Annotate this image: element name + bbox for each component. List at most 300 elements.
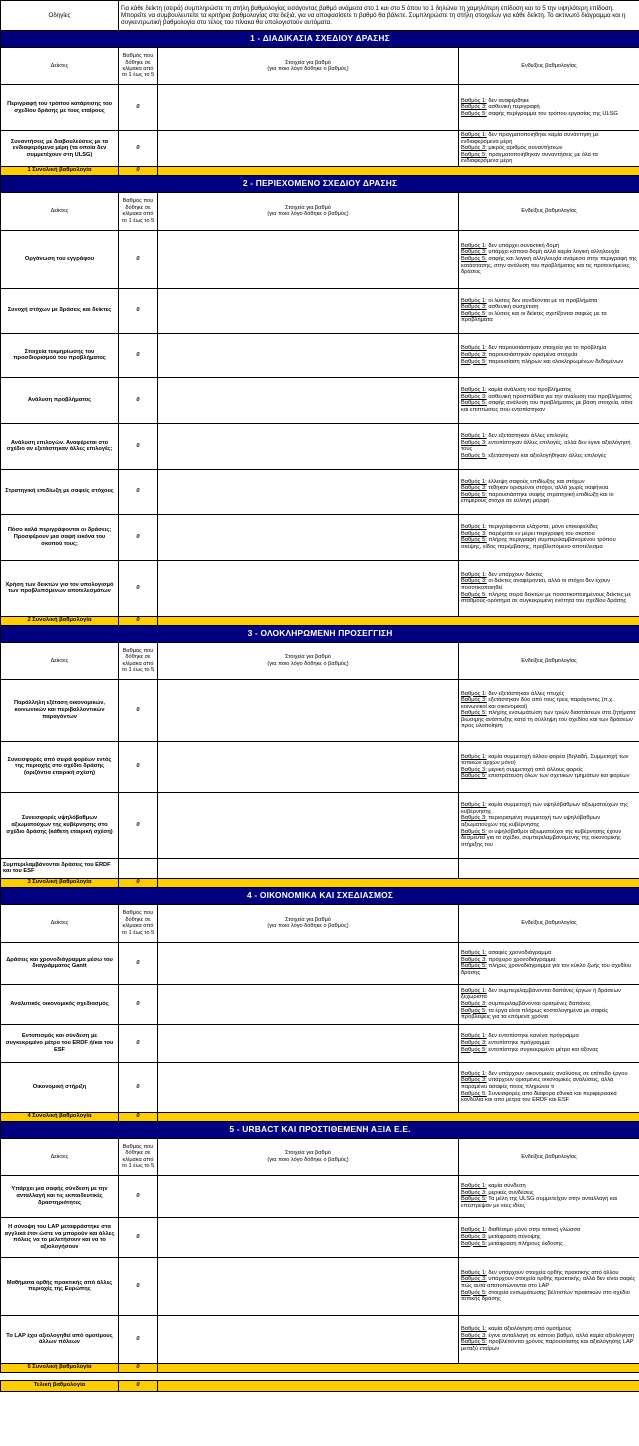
score-cell[interactable]: 0 (119, 984, 158, 1024)
guidance-text: δεν συμπεριλαμβάνονται δαπάνες έργων ή δράσεων ξεχωριστά (461, 987, 621, 1001)
guidance-text: περιορισμένη συμμετοχή των υψηλόβαθμων αξιωματούχων της κυβέρνησης (461, 815, 601, 828)
column-header-guidance: Ενδείξεις βαθμολογίας (459, 192, 639, 230)
guidance-text: δεν παρουσιάστηκαν στοιχεία για το πρόβλημα (486, 345, 607, 352)
section-header (1, 1121, 639, 1138)
evidence-header-line: Στοιχεία για βαθμό (285, 1150, 331, 1157)
evidence-header-line: (για ποιο λόγο δόθηκε ο βαθμός) (267, 923, 349, 930)
guidance-text: δεν υπάρχει συνεκτική δομή (486, 242, 560, 249)
guidance-line (461, 400, 637, 413)
guidance-score-label: Βαθμός 1: (461, 242, 487, 249)
guidance-text: οι λύσεις και οι δείκτες σχετίζονται σαφώς με τα προβλήματα (461, 310, 607, 324)
guidance-score-label: Βαθμός 3: (461, 1000, 487, 1007)
guidance-text: διαθέσιμο μόνο στην τοπική γλώσσα (486, 1227, 581, 1234)
guidance-text: δεν υπάρχουν οικονομικές αναλύσεις σε επίπεδο έργου (486, 1070, 628, 1077)
guidance-line (461, 311, 637, 324)
guidance-score-label: Βαθμός 1: (461, 345, 487, 352)
evidence-cell[interactable] (158, 230, 459, 288)
evidence-cell[interactable] (158, 377, 459, 423)
score-cell[interactable]: 0 (119, 1257, 158, 1315)
criterion-label: Παράλληλη εξέταση οικονομικών, κοινωνικών και περιβαλλοντικών παραγόντων (1, 679, 119, 741)
guidance-text: δεν εξετάστηκαν άλλες πτυχές (486, 690, 565, 697)
guidance-score-label: Βαθμός 3: (461, 1233, 487, 1240)
guidance-score-label: Βαθμός 3: (461, 1077, 487, 1084)
column-header-indicators: Δείκτες (1, 192, 119, 230)
score-cell[interactable]: 0 (119, 942, 158, 984)
score-cell[interactable]: 0 (119, 377, 158, 423)
section-title: 4 - ΟΙΚΟΝΟΜΙΚΑ ΚΑΙ ΣΧΕΔΙΑΣΜΟΣ (1, 887, 639, 904)
evidence-header-line: (για ποιο λόγο δόθηκε ο βαθμός) (267, 211, 349, 218)
criterion-label: Πόσο καλά περιγράφονται οι δράσεις; Προσφέρουν μια σαφή εικόνα του σκοπού τους; (1, 514, 119, 560)
guidance-line (461, 697, 637, 710)
guidance-text: ασθενική περιγραφή (486, 104, 540, 111)
section-total-row (1, 878, 639, 887)
column-header-evidence (158, 1138, 459, 1175)
criterion-row (1, 942, 639, 984)
guidance-line (461, 440, 637, 453)
guidance-score-label: Βαθμός 3: (461, 439, 487, 446)
evidence-header-line: (για ποιο λόγο δόθηκε ο βαθμός) (267, 66, 349, 72)
criterion-label: Συνεισφορές υψηλόβαθμων αξιωματούχων της κυβέρνησης στο σχέδιο δράσης (κάθετη εταιρική σχέση) (1, 792, 119, 858)
instructions-label: Οδηγίες (1, 1, 119, 31)
guidance-line (461, 592, 637, 605)
evidence-header-line: Στοιχεία για βαθμό (285, 59, 331, 66)
column-header-indicators: Δείκτες (1, 1138, 119, 1175)
guidance-text: εντοπίστηκε συγκεκριμένο μέτρο και άξονας (486, 1046, 599, 1053)
section-title: 1 - ΔΙΑΔΙΚΑΣΙΑ ΣΧΕΔΙΟΥ ΔΡΑΣΗΣ (1, 31, 639, 48)
score-cell[interactable]: 0 (119, 514, 158, 560)
guidance-score-label: Βαθμός 1: (461, 1326, 487, 1333)
section-total-label: 5 Συνολική βαθμολογία (1, 1363, 119, 1372)
guidance-score-label: Βαθμός 3: (461, 815, 487, 822)
guidance-text: παρέχεται εν μέρει περιγραφή του σκοπού (486, 530, 595, 537)
total-blank (158, 878, 639, 887)
guidance-cell (459, 560, 639, 616)
guidance-text: υπάρχουν στοιχεία ορθής πρακτικής, αλλά δεν είναι σαφές πώς αυτά αποτυπώνονται στο LAP (461, 1276, 636, 1289)
guidance-text: καμία αξιολόγηση από ομοτίμους (486, 1326, 572, 1333)
guidance-line (461, 963, 637, 976)
guidance-text: μετάφραση πλήρους έκδοσης (486, 1240, 563, 1247)
guidance-score-label: Βαθμός 1: (461, 433, 487, 440)
guidance-text: τέθηκαν ορισμένοι στόχοι, αλλά χωρίς σαφήνεια (486, 485, 609, 492)
guidance-score-label: Βαθμός 3: (461, 1039, 487, 1046)
criterion-row (1, 423, 639, 469)
evidence-cell[interactable] (158, 1217, 459, 1257)
criterion-row (1, 85, 639, 131)
guidance-score-label: Βαθμός 5: (461, 491, 487, 498)
guidance-score-label: Βαθμός 3: (461, 145, 487, 152)
guidance-cell (459, 741, 639, 792)
guidance-text: πλήρης σειρά δεικτών με ποσοτικοποιημένους δείκτες με σταθμούς-ορόσημα σε συγκεκριμένη ενότητα του σχεδίου δράσης (461, 591, 631, 605)
guidance-cell (459, 792, 639, 858)
guidance-score-label: Βαθμός 5: (461, 828, 487, 835)
guidance-text: δεν υπάρχουν στοιχεία ορθής πρακτικής από άλλου (486, 1269, 619, 1276)
evidence-cell[interactable] (158, 984, 459, 1024)
guidance-score-label: Βαθμός 5: (461, 255, 487, 262)
section-title: 5 - URBACT ΚΑΙ ΠΡΟΣΤΙΘΕΜΕΝΗ ΑΞΙΑ Ε.Ε. (1, 1121, 639, 1138)
guidance-cell (459, 1062, 639, 1112)
score-cell[interactable]: 0 (119, 1024, 158, 1062)
criterion-row (1, 560, 639, 616)
criterion-row (1, 858, 639, 878)
guidance-score-label: Βαθμός 3: (461, 956, 487, 963)
total-blank (158, 616, 639, 625)
criterion-label: Ανάλυση επιλογών. Αναφέρεται στο σχέδιο αν εξετάστηκαν άλλες επιλογές; (1, 423, 119, 469)
total-blank (158, 1380, 639, 1391)
guidance-cell (459, 1024, 639, 1062)
guidance-text: εντοπίστηκε πρόγραμμα (486, 1039, 550, 1046)
guidance-text: εντοπίστηκαν άλλες επιλογές, αλλά δεν έγινε αξιολόγησή τους (461, 439, 631, 453)
column-header-indicators: Δείκτες (1, 48, 119, 85)
guidance-cell (459, 85, 639, 131)
criterion-row (1, 131, 639, 167)
guidance-text: εξετάστηκαν και αξιολογήθηκαν άλλες επιλογές (486, 452, 607, 459)
score-cell[interactable]: 0 (119, 333, 158, 377)
evidence-cell[interactable] (158, 1315, 459, 1363)
guidance-line (461, 453, 637, 460)
criterion-row (1, 1217, 639, 1257)
evidence-cell[interactable] (158, 858, 459, 878)
guidance-line (461, 1241, 637, 1248)
column-header-indicators: Δείκτες (1, 642, 119, 679)
evidence-cell[interactable] (158, 1062, 459, 1112)
guidance-score-label: Βαθμός 3: (461, 578, 487, 585)
score-cell[interactable]: 0 (119, 131, 158, 167)
guidance-score-label: Βαθμός 3: (461, 697, 487, 704)
evidence-header-line: Στοιχεία για βαθμό (285, 916, 331, 923)
guidance-score-label: Βαθμός 1: (461, 690, 487, 697)
criterion-row (1, 1062, 639, 1112)
guidance-score-label: Βαθμός 1: (461, 1227, 487, 1234)
section-total-row (1, 1363, 639, 1372)
column-header-score: Βαθμός που δόθηκε σε κλίμακα από το 1 έως το 5 (119, 1138, 158, 1175)
section-total-label: 3 Συνολική βαθμολογία (1, 878, 119, 887)
criterion-row (1, 679, 639, 741)
guidance-cell (459, 1217, 639, 1257)
guidance-line (461, 256, 637, 276)
evidence-cell[interactable] (158, 942, 459, 984)
guidance-score-label: Βαθμός 5: (461, 151, 487, 158)
guidance-text: πραγματοποιήθηκαν συναντήσεις με όλα τα ενδιαφερόμενα μέρη (461, 151, 598, 165)
guidance-score-label: Βαθμός 3: (461, 249, 487, 256)
section-total-row (1, 616, 639, 625)
guidance-score-label: Βαθμός 1: (461, 97, 487, 104)
criterion-row (1, 333, 639, 377)
spacer-cell (1, 1372, 639, 1380)
guidance-cell (459, 131, 639, 167)
column-header-guidance: Ενδείξεις βαθμολογίας (459, 48, 639, 85)
guidance-text: παρουσιάστηκε σαφής στρατηγική επιδίωξη και οι επιμέρους στόχοι σε εύλογη μορφή (461, 491, 614, 505)
section-total-row (1, 1112, 639, 1121)
section-total-row (1, 166, 639, 175)
guidance-text: ασθενική συσχέτιση (486, 304, 539, 311)
evidence-cell[interactable] (158, 131, 459, 167)
guidance-cell (459, 288, 639, 333)
evidence-cell[interactable] (158, 741, 459, 792)
evidence-header-line: Στοιχεία για βαθμό (285, 654, 331, 661)
guidance-text: επιστράτευση όλων των σχετικών τμημάτων και φορέων (486, 773, 630, 780)
guidance-text: σαφής ανάλυση του προβλήματος με βάση στοιχεία, αίτια και επιπτώσεις που εντοπίστηκαν (461, 400, 633, 413)
guidance-text: παρουσίαση πλήρων και ολοκληρωμένων δεδομένων (486, 358, 624, 365)
evidence-cell[interactable] (158, 1024, 459, 1062)
guidance-text: προβλέπονται χρόνος παρουσίασης και αξιολόγησης LAP μεταξύ εταίρων (461, 1339, 634, 1352)
evidence-header-line: (για ποιο λόγο δόθηκε ο βαθμός) (267, 1156, 349, 1163)
guidance-score-label: Βαθμός 5: (461, 452, 487, 459)
guidance-cell (459, 1315, 639, 1363)
spacer-row (1, 1372, 639, 1380)
guidance-text: ασθενική προσπάθεια για την ανάλυση του προβλήματος (486, 393, 632, 400)
column-header-row (1, 48, 639, 85)
score-cell[interactable]: 0 (119, 741, 158, 792)
section-total-value: 0 (119, 878, 158, 887)
section-total-value: 0 (119, 616, 158, 625)
guidance-score-label: Βαθμός 5: (461, 1289, 487, 1296)
guidance-cell (459, 423, 639, 469)
evidence-cell[interactable] (158, 1175, 459, 1217)
score-cell[interactable]: 0 (119, 560, 158, 616)
guidance-score-label: Βαθμός 5: (461, 773, 487, 780)
guidance-score-label: Βαθμός 3: (461, 351, 487, 358)
section-title: 2 - ΠΕΡΙΕΧΟΜΕΝΟ ΣΧΕΔΙΟΥ ΔΡΑΣΗΣ (1, 175, 639, 192)
guidance-score-label: Βαθμός 1: (461, 753, 487, 760)
criterion-row (1, 288, 639, 333)
criterion-label: Στρατηγική επιδίωξη με σαφείς στόχους (1, 469, 119, 514)
guidance-cell (459, 679, 639, 741)
criterion-label: Ανάλυση προβλήματος (1, 377, 119, 423)
guidance-text: καμία συμμετοχή άλλου φορέα (δηλαδή, Συμμετοχή των τοπικών αρχών μόνο) (461, 753, 629, 767)
evidence-cell[interactable] (158, 560, 459, 616)
column-header-score: Βαθμός που δόθηκε σε κλίμακα από το 1 έως το 5 (119, 642, 158, 679)
section-total-label: 2 Συνολική βαθμολογία (1, 616, 119, 625)
guidance-text: συμπεριλαμβάνονται ορισμένες δαπάνες (486, 1000, 591, 1007)
guidance-score-label: Βαθμός 1: (461, 387, 487, 394)
guidance-line (461, 1077, 637, 1090)
evidence-cell[interactable] (158, 679, 459, 741)
guidance-score-label: Βαθμός 5: (461, 1339, 487, 1346)
total-blank (158, 166, 639, 175)
guidance-score-label: Βαθμός 3: (461, 530, 487, 537)
score-cell[interactable]: 0 (119, 1175, 158, 1217)
column-header-row (1, 642, 639, 679)
guidance-score-label: Βαθμός 5: (461, 591, 487, 598)
grand-total-label: Τελική βαθμολογία (1, 1380, 119, 1391)
guidance-line (461, 1290, 637, 1303)
criterion-label: Οργάνωση του εγγράφου (1, 230, 119, 288)
score-cell[interactable]: 0 (119, 679, 158, 741)
column-header-score: Βαθμός που δόθηκε σε κλίμακα από το 1 έως το 5 (119, 48, 158, 85)
guidance-cell (459, 377, 639, 423)
guidance-line (461, 1091, 637, 1104)
guidance-text: δεν εξετάστηκαν άλλες επιλογές (486, 433, 569, 440)
guidance-line (461, 111, 637, 118)
criterion-label: Συνεισφορές από σειρά φορέων εντός της περιοχής στο σχέδιο δράσης (οριζόντια εταιρική σχέση) (1, 741, 119, 792)
guidance-score-label: Βαθμός 5: (461, 537, 487, 544)
guidance-text: περιγράφονται ελάχιστα, μόνο επικεφαλίδες (486, 524, 599, 531)
score-cell[interactable]: 0 (119, 1217, 158, 1257)
guidance-cell (459, 514, 639, 560)
guidance-score-label: Βαθμός 5: (461, 1007, 487, 1014)
guidance-score-label: Βαθμός 5: (461, 1240, 487, 1247)
guidance-line (461, 773, 637, 780)
guidance-text: υπάρχει κάποια δομή αλλά καμία λογική αλληλουχία (486, 249, 620, 256)
guidance-score-label: Βαθμός 1: (461, 987, 487, 994)
guidance-line (461, 578, 637, 591)
guidance-score-label: Βαθμός 3: (461, 304, 487, 311)
guidance-line (461, 537, 637, 550)
score-cell[interactable]: 0 (119, 85, 158, 131)
guidance-score-label: Βαθμός 3: (461, 1332, 487, 1339)
guidance-score-label: Βαθμός 5: (461, 1046, 487, 1053)
guidance-text: μερική συμμετοχή από άλλους φορείς (486, 766, 583, 773)
criterion-label: Περιγραφή του τρόπου κατάρτισης του σχεδίου δράσης με τους εταίρους (1, 85, 119, 131)
evidence-cell[interactable] (158, 514, 459, 560)
score-cell[interactable]: 0 (119, 423, 158, 469)
guidance-text: πλήρης ενσωμάτωση των τριών διαστάσεων στα ζητήματα βιώσιμης ανάπτυξης κατά τη σύλληψη του σχεδίου και των δράσεων προς υλοποίηση (461, 710, 636, 730)
guidance-score-label: Βαθμός 5: (461, 110, 487, 117)
evidence-cell[interactable] (158, 423, 459, 469)
guidance-score-label: Βαθμός 1: (461, 1070, 487, 1077)
guidance-text: σαφής περίγραμμα του τρόπου εργασίας της ULSG (486, 110, 618, 117)
guidance-text: καμία σύνδεση (486, 1183, 526, 1190)
section-total-value: 0 (119, 1363, 158, 1372)
guidance-cell (459, 230, 639, 288)
guidance-text: πρόχειρο χρονοδιάγραμμα (486, 956, 556, 963)
guidance-score-label: Βαθμός 5: (461, 310, 487, 317)
guidance-text: έγινε ανταλλαγή σε κάποιο βαθμό, αλλά καμία αξιολόγηση (486, 1332, 635, 1339)
score-cell[interactable]: 0 (119, 1315, 158, 1363)
evidence-cell[interactable] (158, 333, 459, 377)
guidance-score-label: Βαθμός 1: (461, 802, 487, 809)
column-header-indicators: Δείκτες (1, 904, 119, 942)
guidance-text: μικρός αριθμός συναντήσεων (486, 145, 563, 152)
evidence-header-line: (για ποιο λόγο δόθηκε ο βαθμός) (267, 660, 349, 667)
criterion-row (1, 741, 639, 792)
guidance-line (461, 754, 637, 767)
column-header-evidence (158, 904, 459, 942)
guidance-score-label: Βαθμός 3: (461, 766, 487, 773)
guidance-score-label: Βαθμός 5: (461, 963, 487, 970)
guidance-score-label: Βαθμός 1: (461, 950, 487, 957)
criterion-row (1, 1315, 639, 1363)
guidance-score-label: Βαθμός 5: (461, 1090, 487, 1097)
guidance-text: Συνεισφορές από διάφορα εθνικά και περιφερειακά κονδύλια και από μέτρα του ERDF και ESF (461, 1090, 617, 1104)
guidance-cell (459, 942, 639, 984)
guidance-text: στοιχεία ενσωμάτωσης βέλτιστων πρακτικών στο σχέδιο τοπικής δράσης (461, 1289, 630, 1303)
guidance-score-label: Βαθμός 3: (461, 485, 487, 492)
guidance-score-label: Βαθμός 1: (461, 297, 487, 304)
score-cell[interactable]: 0 (119, 469, 158, 514)
guidance-line (461, 132, 637, 145)
criterion-label: Εντοπισμός και σύνδεση με συγκεκριμένο μέτρο του ERDF ή/και του ESF (1, 1024, 119, 1062)
column-header-row (1, 904, 639, 942)
evidence-cell[interactable] (158, 288, 459, 333)
guidance-text: οι δείκτες αναφέρονται, αλλά οι στόχοι δεν έχουν ποσοτικοποιηθεί (461, 578, 610, 591)
criterion-label: Συνοχή στόχων με δράσεις και δείκτες (1, 288, 119, 333)
guidance-cell (459, 1175, 639, 1217)
criterion-label: Δράσεις και χρονοδιάγραμμα μέσω του διαγράμματος Gantt (1, 942, 119, 984)
total-blank (158, 1363, 639, 1372)
grand-total-row (1, 1380, 639, 1391)
guidance-line (461, 1276, 637, 1289)
criterion-row (1, 792, 639, 858)
column-header-evidence (158, 642, 459, 679)
column-header-row (1, 1138, 639, 1175)
guidance-score-label: Βαθμός 5: (461, 358, 487, 365)
section-title: 3 - ΟΛΟΚΛΗΡΩΜΕΝΗ ΠΡΟΣΕΓΓΙΣΗ (1, 625, 639, 642)
guidance-score-label: Βαθμός 3: (461, 1276, 487, 1283)
evidence-cell[interactable] (158, 1257, 459, 1315)
evidence-cell[interactable] (158, 85, 459, 131)
column-header-row (1, 192, 639, 230)
guidance-text: υπάρχουν ορισμένες οικονομικές αναλύσεις, αλλά παραμένει ασαφές ποιος πληρώνει τι (461, 1077, 614, 1090)
guidance-text: εξετάστηκαν δύο από τους τρεις παράγοντες (π.χ. κοινωνικοί και οικονομικοί) (461, 697, 614, 710)
guidance-score-label: Βαθμός 3: (461, 1189, 487, 1196)
grand-total-value: 0 (119, 1380, 158, 1391)
column-header-score: Βαθμός που δόθηκε σε κλίμακα από το 1 έως το 5 (119, 192, 158, 230)
evidence-cell[interactable] (158, 792, 459, 858)
section-header (1, 31, 639, 48)
guidance-text: παρουσιάστηκαν ορισμένα στοιχεία (486, 351, 578, 358)
score-cell[interactable]: 0 (119, 1062, 158, 1112)
criterion-label: Χρήση των δεικτών για τον υπολογισμό των προβλεπόμενων αποτελεσμάτων (1, 560, 119, 616)
guidance-text: δεν πραγματοποιήθηκε καμία συνάντηση με ενδιαφερόμενα μέρη (461, 132, 599, 145)
section-total-value: 0 (119, 166, 158, 175)
guidance-text: τα έργα είναι πλήρως κοστολογημένα με σαφείς προβλέψεις για τα επόμενα χρόνια (461, 1007, 609, 1021)
score-cell[interactable] (119, 858, 158, 878)
guidance-cell (459, 858, 639, 878)
score-cell[interactable]: 0 (119, 792, 158, 858)
guidance-score-label: Βαθμός 1: (461, 132, 487, 138)
guidance-text: οι λύσεις δεν συνδέονται με τα προβλήματα (486, 297, 598, 304)
guidance-score-label: Βαθμός 1: (461, 1033, 487, 1040)
score-cell[interactable]: 0 (119, 230, 158, 288)
guidance-line (461, 815, 637, 828)
instructions-text: Για κάθε δείκτη (σειρά) συμπληρώστε τη στήλη βαθμολογίας εισάγοντας βαθμό ανάμεσα στο 1 και στο 5 όπου το 1 δηλώνει τη χαμηλότερη επίδοση και το 5 την υψηλότερη επίδοση. Μπορείτε να συμβουλευτείτε τα κριτήρια βαθμολογίας στα δεξιά, για να αποφασίσετε τι βαθμό θα βάλετε. Συμπληρώστε τη στήλη στοιχείων για κάθε δείκτη. Το ακτινωτό διάγραμμα και η συγκεντρωτική βαθμολογία στο τέλος του πίνακα θα υπολογιστούν αυτόματα. (119, 1, 639, 31)
guidance-line (461, 1339, 637, 1352)
column-header-guidance: Ενδείξεις βαθμολογίας (459, 642, 639, 679)
column-header-guidance: Ενδείξεις βαθμολογίας (459, 1138, 639, 1175)
guidance-score-label: Βαθμός 1: (461, 571, 487, 578)
criterion-label: Συμπεριλαμβάνονται δράσεις του ERDF και του ESF (1, 858, 119, 878)
guidance-score-label: Βαθμός 1: (461, 1269, 487, 1276)
section-total-label: 1 Συνολική βαθμολογία (1, 166, 119, 175)
guidance-line (461, 1008, 637, 1021)
section-header (1, 175, 639, 192)
guidance-text: έλλειψη σαφούς επιδίωξης και στόχων (486, 478, 585, 485)
guidance-text: ασαφές χρονοδιάγραμμα (486, 950, 552, 957)
criterion-row (1, 1024, 639, 1062)
section-header (1, 625, 639, 642)
guidance-score-label: Βαθμός 1: (461, 524, 487, 531)
section-total-label: 4 Συνολική βαθμολογία (1, 1112, 119, 1121)
guidance-line (461, 988, 637, 1001)
guidance-cell (459, 333, 639, 377)
column-header-guidance: Ενδείξεις βαθμολογίας (459, 904, 639, 942)
guidance-text: δεν εντοπίστηκε κανένα πρόγραμμα (486, 1033, 579, 1040)
guidance-line (461, 152, 637, 165)
guidance-cell (459, 469, 639, 514)
evidence-cell[interactable] (158, 469, 459, 514)
criterion-row (1, 469, 639, 514)
criterion-label: Η σύνοψη του LAP μεταφράστηκε στα αγγλικά έτσι ώστε να μπορούν και άλλες πόλεις να το μελετήσουν και να το αξιολογήσουν (1, 1217, 119, 1257)
guidance-text: δεν υπάρχουν δείκτες (486, 571, 543, 578)
guidance-line (461, 1047, 637, 1054)
guidance-line (461, 802, 637, 815)
section-total-value: 0 (119, 1112, 158, 1121)
score-cell[interactable]: 0 (119, 288, 158, 333)
guidance-cell (459, 984, 639, 1024)
guidance-line (461, 492, 637, 505)
column-header-evidence (158, 192, 459, 230)
